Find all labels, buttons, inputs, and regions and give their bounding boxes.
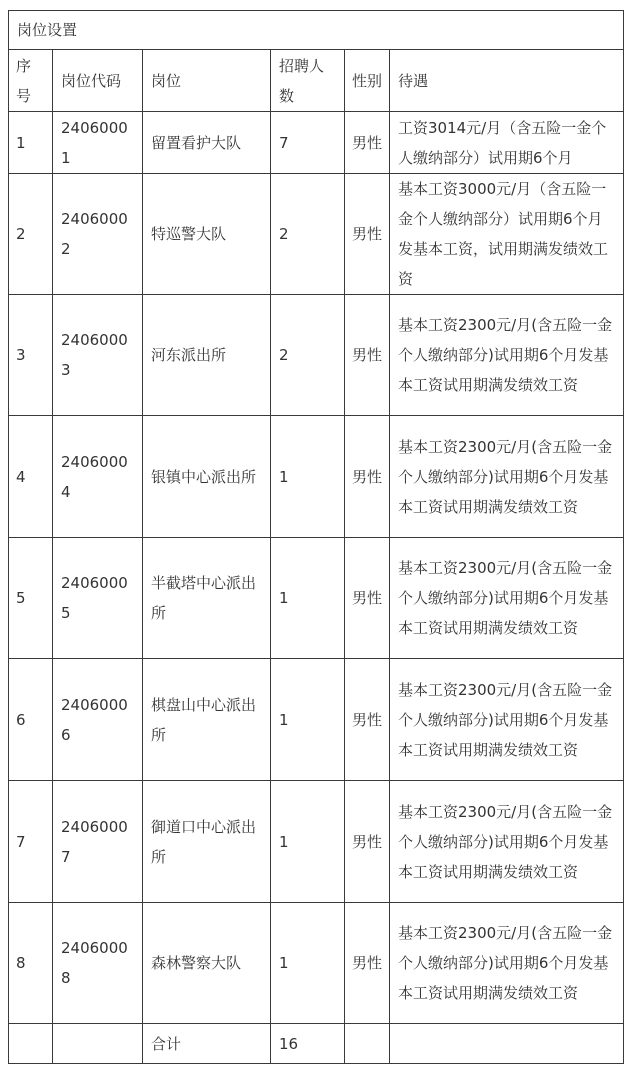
cell-count: 1 xyxy=(271,538,345,659)
cell-post: 森林警察大队 xyxy=(143,903,271,1024)
total-empty-pay xyxy=(390,1024,624,1064)
table-row xyxy=(9,781,624,903)
cell-post: 银镇中心派出所 xyxy=(143,416,271,538)
cell-seq: 5 xyxy=(9,538,53,659)
cell-gender: 男性 xyxy=(345,659,390,781)
cell-pay: 基本工资2300元/月(含五险一金个人缴纳部分)试用期6个月发基本工资试用期满发绩效工资 xyxy=(390,781,624,903)
cell-count: 1 xyxy=(271,781,345,903)
cell-code: 24060004 xyxy=(53,416,143,538)
cell-gender: 男性 xyxy=(345,112,390,174)
total-empty-gender xyxy=(345,1024,390,1064)
cell-seq: 8 xyxy=(9,903,53,1024)
header-gender: 性别 xyxy=(345,50,390,112)
position-table xyxy=(8,10,624,1064)
cell-gender: 男性 xyxy=(345,416,390,538)
cell-pay: 基本工资2300元/月(含五险一金个人缴纳部分)试用期6个月发基本工资试用期满发绩效工资 xyxy=(390,903,624,1024)
header-code: 岗位代码 xyxy=(53,50,143,112)
cell-code: 24060007 xyxy=(53,781,143,903)
cell-count: 7 xyxy=(271,112,345,174)
cell-gender: 男性 xyxy=(345,781,390,903)
total-label: 合计 xyxy=(143,1024,271,1064)
cell-gender: 男性 xyxy=(345,295,390,416)
cell-seq: 7 xyxy=(9,781,53,903)
cell-gender: 男性 xyxy=(345,903,390,1024)
table-row xyxy=(9,112,624,174)
header-seq: 序号 xyxy=(9,50,53,112)
cell-code: 24060002 xyxy=(53,174,143,295)
header-pay: 待遇 xyxy=(390,50,624,112)
cell-count: 2 xyxy=(271,295,345,416)
total-empty-seq xyxy=(9,1024,53,1064)
cell-pay: 工资3014元/月（含五险一金个人缴纳部分）试用期6个月 xyxy=(390,112,624,174)
total-row xyxy=(9,1024,624,1064)
cell-pay: 基本工资2300元/月(含五险一金个人缴纳部分)试用期6个月发基本工资试用期满发绩效工资 xyxy=(390,659,624,781)
header-count: 招聘人数 xyxy=(271,50,345,112)
cell-post: 御道口中心派出所 xyxy=(143,781,271,903)
cell-post: 半截塔中心派出所 xyxy=(143,538,271,659)
cell-count: 1 xyxy=(271,659,345,781)
total-empty-code xyxy=(53,1024,143,1064)
cell-code: 24060003 xyxy=(53,295,143,416)
table-row xyxy=(9,903,624,1024)
cell-seq: 6 xyxy=(9,659,53,781)
table-row xyxy=(9,538,624,659)
cell-count: 2 xyxy=(271,174,345,295)
cell-post: 棋盘山中心派出所 xyxy=(143,659,271,781)
table-row xyxy=(9,659,624,781)
cell-code: 24060001 xyxy=(53,112,143,174)
table-row xyxy=(9,174,624,295)
cell-seq: 3 xyxy=(9,295,53,416)
table-header-row xyxy=(9,50,624,112)
cell-count: 1 xyxy=(271,903,345,1024)
table-title-row xyxy=(9,11,624,50)
cell-pay: 基本工资2300元/月(含五险一金个人缴纳部分)试用期6个月发基本工资试用期满发绩效工资 xyxy=(390,416,624,538)
cell-gender: 男性 xyxy=(345,538,390,659)
cell-seq: 4 xyxy=(9,416,53,538)
header-post: 岗位 xyxy=(143,50,271,112)
cell-code: 24060005 xyxy=(53,538,143,659)
cell-seq: 1 xyxy=(9,112,53,174)
cell-post: 特巡警大队 xyxy=(143,174,271,295)
cell-post: 留置看护大队 xyxy=(143,112,271,174)
cell-code: 24060008 xyxy=(53,903,143,1024)
cell-code: 24060006 xyxy=(53,659,143,781)
cell-post: 河东派出所 xyxy=(143,295,271,416)
cell-pay: 基本工资2300元/月(含五险一金个人缴纳部分)试用期6个月发基本工资试用期满发绩效工资 xyxy=(390,295,624,416)
table-row xyxy=(9,295,624,416)
total-count: 16 xyxy=(271,1024,345,1064)
cell-pay: 基本工资2300元/月(含五险一金个人缴纳部分)试用期6个月发基本工资试用期满发绩效工资 xyxy=(390,538,624,659)
table-row xyxy=(9,416,624,538)
table-title: 岗位设置 xyxy=(9,11,624,50)
cell-count: 1 xyxy=(271,416,345,538)
cell-pay: 基本工资3000元/月（含五险一金个人缴纳部分）试用期6个月发基本工资，试用期满发绩效工资 xyxy=(390,174,624,295)
cell-seq: 2 xyxy=(9,174,53,295)
cell-gender: 男性 xyxy=(345,174,390,295)
